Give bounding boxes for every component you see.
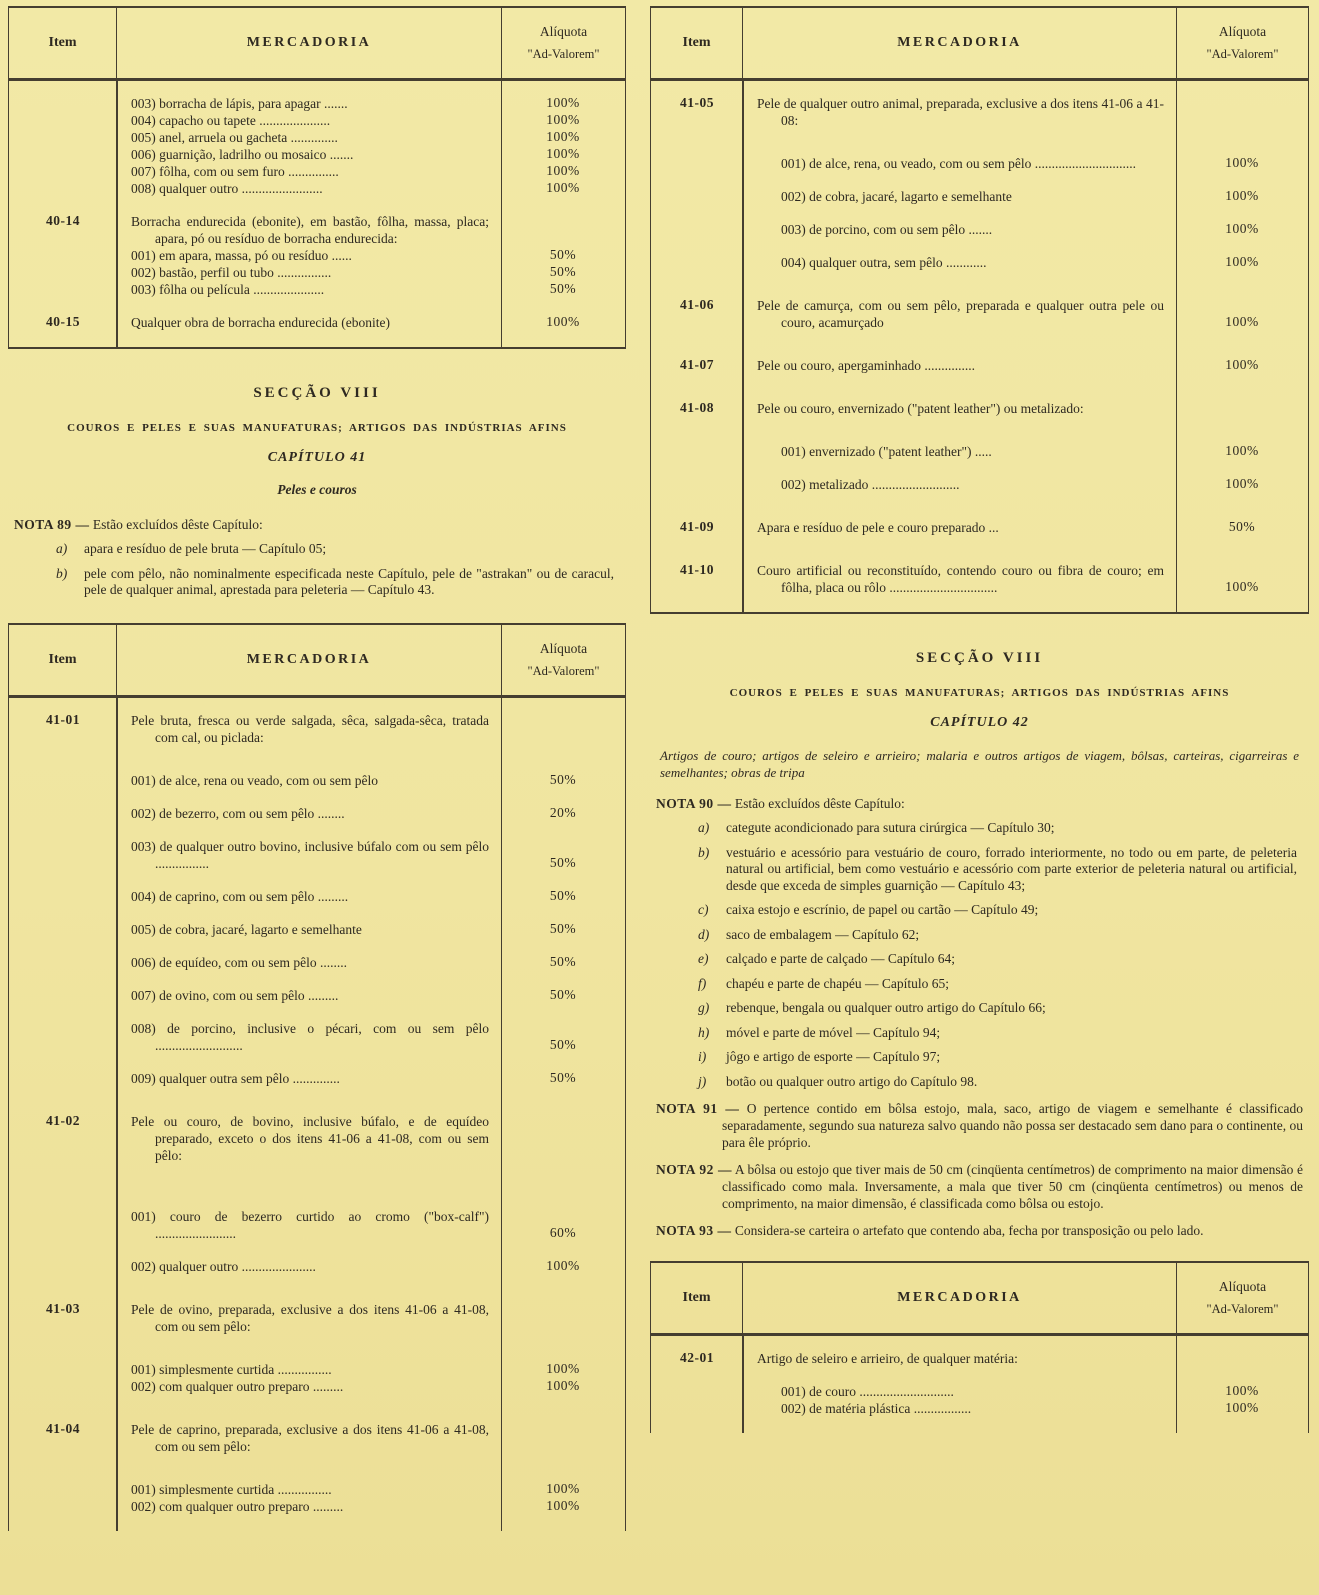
item-code — [9, 146, 117, 163]
merchandise-description: Pele ou couro, apergaminhado ............... — [757, 358, 975, 373]
table-row — [9, 954, 625, 971]
table-row — [9, 146, 625, 163]
item-code — [9, 805, 117, 822]
chapter-description: Artigos de couro; artigos de seleiro e arrieiro; malaria e outros artigos de viagem, bôlsas, carteiras, cigarreiras e semelhantes; obras de tripa — [660, 748, 1299, 780]
note-item — [698, 845, 1303, 895]
note-item — [698, 1025, 1303, 1042]
item-code — [651, 221, 743, 238]
item-code — [9, 247, 117, 264]
item-code: 41-02 — [46, 1112, 80, 1128]
aliquota-label: Alíquota — [1218, 24, 1267, 39]
item-code: 41-07 — [680, 357, 714, 372]
note-90-items — [698, 820, 1303, 1090]
table-row — [9, 805, 625, 822]
ad-valorem-rate: 100% — [1225, 1383, 1259, 1398]
ad-valorem-rate: 50% — [549, 953, 577, 969]
table-row — [9, 1498, 625, 1515]
note-91-text: O pertence contido em bôlsa estojo, mala, saco, artigo de viagem e semelhante é classificado separadamente, segundo sua natureza salvo quando não possa ser destacado sem dano para o continente, ou para êle próprio. — [722, 1101, 1304, 1150]
ad-valorem-rate: 100% — [546, 112, 580, 127]
merchandise-description: Pele ou couro, envernizado ("patent leather") ou metalizado: — [757, 401, 1084, 416]
item-code — [9, 772, 117, 789]
merchandise-description: Borracha endurecida (ebonite), em bastão, fôlha, massa, placa; apara, pó ou resíduo de borracha endurecida: — [131, 214, 489, 246]
ad-valorem-rate: 100% — [546, 163, 580, 178]
right-column — [650, 6, 1309, 1595]
table-row — [9, 112, 625, 129]
note-item — [56, 566, 620, 599]
ad-valorem-label: "Ad-Valorem" — [527, 47, 600, 61]
table-row — [651, 297, 1308, 331]
table-row — [9, 1361, 625, 1378]
merchandise-description: 003) borracha de lápis, para apagar ....... — [131, 96, 348, 111]
ad-valorem-rate: 100% — [1225, 155, 1259, 170]
item-code — [9, 1498, 117, 1515]
merchandise-description: 002) com qualquer outro preparo ......... — [131, 1378, 344, 1394]
merchandise-description: Artigo de seleiro e arrieiro, de qualquer matéria: — [757, 1351, 1018, 1366]
column-header-aliquota — [501, 8, 625, 78]
note-92-text: A bôlsa ou estojo que tiver mais de 50 cm (cinqüenta centímetros) de comprimento na maior dimensão é classificado como mala. Inversamente, a mala que tiver 50 cm (cinqüenta centímetros) ou menos de comprimento, na maior dimensão, é classificada como bôlsa ou estojo. — [722, 1162, 1304, 1211]
ad-valorem-rate: 100% — [1225, 314, 1259, 329]
ad-valorem-rate: 100% — [1225, 476, 1259, 491]
table-row — [651, 519, 1308, 536]
note-item-key: a) — [698, 820, 710, 835]
item-code — [9, 264, 117, 281]
table-row — [651, 221, 1308, 238]
item-code — [9, 1208, 117, 1242]
note-item — [698, 951, 1303, 968]
table-header — [9, 8, 625, 81]
note-91 — [656, 1100, 1303, 1151]
item-code: 41-06 — [680, 297, 714, 312]
ad-valorem-rate: 50% — [549, 887, 577, 903]
table-row — [651, 254, 1308, 271]
merchandise-description: 001) de alce, rena ou veado, com ou sem pêlo — [131, 772, 379, 788]
merchandise-description: 005) de cobra, jacaré, lagarto e semelhante — [131, 921, 362, 937]
note-item-text: pele com pêlo, não nominalmente especificada neste Capítulo, pele de "astrakan" ou de caracul, pele de qualquer animal, aprestada para peleteria — Capítulo 43. — [84, 565, 614, 597]
ad-valorem-rate — [1176, 95, 1308, 129]
item-code — [9, 921, 117, 938]
item-code — [9, 1258, 117, 1275]
section-title: SECÇÃO VIII — [915, 650, 1044, 666]
ad-valorem-rate: 100% — [1225, 254, 1259, 269]
note-90 — [656, 795, 1303, 812]
section-title: SECÇÃO VIII — [253, 385, 381, 401]
merchandise-description: Pele bruta, fresca ou verde salgada, sêca, salgada-sêca, tratada com cal, ou piclada: — [131, 712, 489, 745]
merchandise-description: Couro artificial ou reconstituído, contendo couro ou fibra de couro; em fôlha, placa ou rôlo ................................ — [757, 563, 1164, 595]
table-body — [651, 81, 1308, 612]
note-92-label: NOTA 92 — — [656, 1162, 732, 1177]
item-code — [9, 954, 117, 971]
ad-valorem-rate: 50% — [1228, 519, 1256, 534]
note-item — [698, 902, 1303, 919]
note-item — [698, 820, 1303, 837]
table-row — [9, 1421, 625, 1455]
table-row — [651, 1350, 1308, 1367]
merchandise-description: Pele de ovino, preparada, exclusive a dos itens 41-06 a 41-08, com ou sem pêlo: — [131, 1301, 489, 1334]
note-item-key: b) — [56, 565, 68, 581]
ad-valorem-rate: 100% — [1225, 188, 1259, 203]
table-row — [9, 247, 625, 264]
note-item-key: e) — [698, 951, 709, 966]
left-column — [8, 6, 626, 1595]
table-row — [9, 264, 625, 281]
merchandise-description: 001) em apara, massa, pó ou resíduo ...... — [131, 248, 352, 263]
table-chapter41-items — [8, 623, 626, 1531]
note-item-text: apara e resíduo de pele bruta — Capítulo 05; — [84, 541, 327, 556]
merchandise-description: 002) de bezerro, com ou sem pêlo ........ — [131, 805, 345, 821]
table-row — [9, 213, 625, 247]
note-item-text: vestuário e acessório para vestuário de couro, forrado interiormente, no todo ou em parte, de peleteria natural ou artificial, bem como vestuário e acessório com parte exterior de peleteria natural ou artificial, desde que exceda de simples guarnição — Capítulo 43; — [726, 844, 1297, 893]
item-code — [9, 129, 117, 146]
table-row — [9, 180, 625, 197]
table-row — [9, 1301, 625, 1335]
note-89-items — [56, 541, 620, 599]
table-chapter41-items-continued — [650, 6, 1309, 614]
table-row — [651, 1400, 1308, 1417]
note-item-text: jôgo e artigo de esporte — Capítulo 97; — [726, 1049, 941, 1064]
column-header-item: Item — [651, 8, 743, 78]
merchandise-description: 009) qualquer outra sem pêlo .............. — [131, 1070, 340, 1086]
item-code — [9, 838, 117, 872]
merchandise-description: 001) de couro ............................ — [781, 1384, 954, 1399]
ad-valorem-rate: 60% — [549, 1224, 577, 1240]
ad-valorem-rate — [501, 712, 625, 746]
ad-valorem-rate: 100% — [546, 314, 580, 329]
ad-valorem-rate: 50% — [549, 281, 577, 296]
table-row — [9, 888, 625, 905]
table-row — [651, 155, 1308, 172]
note-item — [698, 976, 1303, 993]
ad-valorem-rate: 100% — [1225, 579, 1259, 594]
merchandise-description: 004) qualquer outra, sem pêlo ............ — [781, 255, 987, 270]
merchandise-description: 003) de qualquer outro bovino, inclusive búfalo com ou sem pêlo ................ — [131, 838, 489, 871]
table-row — [651, 562, 1308, 596]
table-chapter42-items — [650, 1261, 1309, 1433]
chapter-title: CAPÍTULO 41 — [267, 450, 367, 465]
item-code: 41-08 — [680, 400, 714, 415]
note-item-key: d) — [698, 926, 710, 942]
item-code — [9, 180, 117, 197]
column-header-mercadoria: MERCADORIA — [246, 651, 372, 667]
merchandise-description: 002) com qualquer outro preparo ......... — [131, 1498, 344, 1514]
item-code — [651, 188, 743, 205]
item-code — [9, 888, 117, 905]
ad-valorem-rate: 100% — [546, 1497, 580, 1513]
note-item-text: saco de embalagem — Capítulo 62; — [726, 926, 920, 942]
note-item-key: a) — [56, 541, 68, 556]
item-code — [9, 1481, 117, 1498]
note-item-key: g) — [698, 1000, 710, 1015]
ad-valorem-rate: 50% — [549, 986, 577, 1002]
table-row — [9, 1481, 625, 1498]
chapter-title: CAPÍTULO 42 — [930, 715, 1029, 730]
ad-valorem-rate — [1176, 400, 1308, 417]
note-89-intro: Estão excluídos dêste Capítulo: — [92, 517, 263, 532]
merchandise-description: Pele de qualquer outro animal, preparada, exclusive a dos itens 41-06 a 41-08: — [757, 96, 1164, 128]
section-viii-chapter41 — [8, 349, 626, 623]
ad-valorem-rate: 100% — [546, 95, 580, 110]
merchandise-description: 001) couro de bezerro curtido ao cromo ("box-calf") ........................ — [131, 1208, 489, 1241]
merchandise-description: 002) de cobra, jacaré, lagarto e semelhante — [781, 189, 1012, 204]
table-row — [9, 1070, 625, 1087]
ad-valorem-rate: 100% — [1225, 357, 1259, 372]
ad-valorem-rate: 100% — [1225, 221, 1259, 236]
merchandise-description: 005) anel, arruela ou gacheta .............. — [131, 130, 338, 145]
note-item-text: categute acondicionado para sutura cirúrgica — Capítulo 30; — [726, 820, 1055, 835]
ad-valorem-rate: 50% — [549, 854, 577, 870]
merchandise-description: 001) envernizado ("patent leather") ..... — [781, 444, 992, 459]
table-body — [9, 698, 625, 1531]
merchandise-description: 001) de alce, rena, ou veado, com ou sem pêlo .............................. — [781, 156, 1137, 171]
item-code: 41-03 — [46, 1300, 80, 1316]
column-header-mercadoria: MERCADORIA — [897, 1290, 1022, 1305]
item-code — [9, 163, 117, 180]
note-item-key: h) — [698, 1024, 710, 1040]
section-subtitle: COUROS E PELES E SUAS MANUFATURAS; ARTIGOS DAS INDÚSTRIAS AFINS — [729, 687, 1230, 699]
item-code — [9, 987, 117, 1004]
merchandise-description: Pele de camurça, com ou sem pêlo, preparada e qualquer outra pele ou couro, acamurçado — [757, 298, 1164, 330]
note-item-text: botão ou qualquer outro artigo do Capítulo 98. — [726, 1073, 978, 1089]
aliquota-label: Alíquota — [1218, 1279, 1267, 1294]
ad-valorem-rate: 50% — [549, 771, 577, 787]
ad-valorem-rate: 100% — [1225, 1400, 1259, 1415]
merchandise-description: 007) de ovino, com ou sem pêlo ......... — [131, 987, 339, 1003]
table-row — [651, 188, 1308, 205]
merchandise-description: 007) fôlha, com ou sem furo ............... — [131, 164, 339, 179]
note-item — [56, 541, 620, 558]
ad-valorem-rate: 20% — [549, 804, 577, 820]
table-row — [9, 95, 625, 112]
merchandise-description: 001) simplesmente curtida ................ — [131, 1481, 332, 1497]
table-row — [9, 1258, 625, 1275]
merchandise-description: 008) de porcino, inclusive o pécari, com ou sem pêlo .......................... — [131, 1020, 489, 1053]
merchandise-description: 006) de equídeo, com ou sem pêlo ........ — [131, 954, 347, 970]
table-row — [9, 163, 625, 180]
table-row — [9, 1113, 625, 1164]
merchandise-description: Qualquer obra de borracha endurecida (ebonite) — [131, 315, 390, 330]
column-header-mercadoria: MERCADORIA — [897, 35, 1022, 50]
item-code — [651, 443, 743, 460]
column-header-aliquota — [1176, 1263, 1308, 1333]
ad-valorem-rate: 100% — [546, 1257, 580, 1273]
merchandise-description: 004) capacho ou tapete ..................... — [131, 113, 331, 128]
table-header — [651, 8, 1308, 81]
merchandise-description: 002) qualquer outro ...................... — [131, 1258, 316, 1274]
note-93-text: Considera-se carteira o artefato que contendo aba, fecha por transposição ou pelo lado. — [734, 1223, 1204, 1238]
table-row — [9, 1378, 625, 1395]
merchandise-description: 002) de matéria plástica ................. — [781, 1401, 972, 1416]
merchandise-description: 003) fôlha ou película ..................... — [131, 282, 325, 297]
ad-valorem-rate: 100% — [546, 180, 580, 195]
item-code — [9, 95, 117, 112]
table-row — [651, 476, 1308, 493]
item-code — [651, 1383, 743, 1400]
ad-valorem-rate: 100% — [546, 1360, 580, 1376]
note-item-key: b) — [698, 844, 710, 860]
ad-valorem-rate: 50% — [549, 264, 577, 279]
note-item-text: rebenque, bengala ou qualquer outro artigo do Capítulo 66; — [726, 1000, 1046, 1015]
merchandise-description: 004) de caprino, com ou sem pêlo ......... — [131, 888, 349, 904]
section-subtitle: COUROS E PELES E SUAS MANUFATURAS; ARTIGOS DAS INDÚSTRIAS AFINS — [67, 422, 567, 434]
item-code: 41-10 — [680, 562, 714, 577]
ad-valorem-rate — [501, 1421, 625, 1455]
table-row — [651, 95, 1308, 129]
table-row — [9, 281, 625, 298]
item-code: 41-04 — [46, 1420, 80, 1436]
table-row — [651, 443, 1308, 460]
section-viii-chapter42 — [650, 614, 1309, 1261]
table-row — [9, 921, 625, 938]
note-item-text: móvel e parte de móvel — Capítulo 94; — [726, 1024, 941, 1040]
item-code — [651, 1400, 743, 1417]
merchandise-description: 003) de porcino, com ou sem pêlo ....... — [781, 222, 993, 237]
table-row — [651, 1383, 1308, 1400]
chapter-subtitle: Peles e couros — [277, 482, 357, 497]
note-item-key: j) — [698, 1073, 707, 1089]
note-item-key: i) — [698, 1049, 707, 1064]
item-code — [9, 1070, 117, 1087]
note-item-key: c) — [698, 902, 709, 917]
item-code — [9, 1361, 117, 1378]
table-row — [9, 1020, 625, 1054]
ad-valorem-rate — [501, 213, 625, 247]
table-row — [9, 1208, 625, 1242]
note-89-label: NOTA 89 — — [14, 517, 90, 532]
column-header-item: Item — [9, 625, 117, 695]
item-code — [651, 476, 743, 493]
ad-valorem-rate: 100% — [1225, 443, 1259, 458]
item-code — [9, 112, 117, 129]
table-row — [9, 129, 625, 146]
table-chapter40-items — [8, 6, 626, 349]
column-header-mercadoria: MERCADORIA — [246, 35, 372, 50]
merchandise-description: 006) guarnição, ladrilho ou mosaico ....... — [131, 147, 354, 162]
column-header-item: Item — [651, 1263, 743, 1333]
merchandise-description: 002) metalizado .......................... — [781, 477, 960, 492]
merchandise-description: Apara e resíduo de pele e couro preparado ... — [757, 520, 999, 535]
note-item-text: caixa estojo e escrínio, de papel ou cartão — Capítulo 49; — [726, 902, 1039, 917]
item-code — [651, 254, 743, 271]
item-code: 41-09 — [680, 519, 714, 534]
note-90-intro: Estão excluídos dêste Capítulo: — [734, 796, 905, 811]
table-row — [9, 987, 625, 1004]
column-header-aliquota — [1176, 8, 1308, 78]
column-header-item: Item — [9, 8, 117, 78]
note-90-label: NOTA 90 — — [656, 796, 732, 811]
table-body — [9, 81, 625, 347]
merchandise-description: 008) qualquer outro ........................ — [131, 181, 323, 196]
item-code: 41-05 — [680, 95, 714, 110]
note-91-label: NOTA 91 — — [656, 1101, 740, 1116]
item-code: 41-01 — [46, 711, 80, 727]
ad-valorem-label: "Ad-Valorem" — [1206, 1302, 1279, 1316]
table-row — [651, 357, 1308, 374]
table-row — [9, 772, 625, 789]
note-item-key: f) — [698, 975, 707, 991]
table-body — [651, 1336, 1308, 1433]
item-code — [9, 1378, 117, 1395]
merchandise-description: Pele de caprino, preparada, exclusive a dos itens 41-06 a 41-08, com ou sem pêlo: — [131, 1421, 489, 1454]
table-header — [9, 625, 625, 698]
note-item — [698, 1000, 1303, 1017]
ad-valorem-rate: 50% — [549, 1036, 577, 1052]
table-row — [651, 400, 1308, 417]
merchandise-description: Pele ou couro, de bovino, inclusive búfalo, e de equídeo preparado, exceto o dos itens 41-06 a 41-08, com ou sem pêlo: — [131, 1113, 489, 1163]
ad-valorem-rate — [501, 1113, 625, 1164]
ad-valorem-rate: 50% — [549, 1069, 577, 1085]
ad-valorem-rate: 100% — [546, 1480, 580, 1496]
note-item — [698, 1074, 1303, 1091]
ad-valorem-label: "Ad-Valorem" — [1206, 47, 1279, 61]
item-code — [651, 155, 743, 172]
aliquota-label: Alíquota — [539, 24, 588, 39]
ad-valorem-rate: 100% — [546, 1377, 580, 1393]
table-row — [9, 712, 625, 746]
note-89 — [14, 516, 620, 533]
ad-valorem-rate: 100% — [546, 129, 580, 144]
table-row — [9, 838, 625, 872]
note-93 — [656, 1222, 1303, 1239]
ad-valorem-rate — [501, 1301, 625, 1335]
item-code — [9, 1020, 117, 1054]
note-93-label: NOTA 93 — — [656, 1223, 732, 1238]
column-header-aliquota — [501, 625, 625, 695]
ad-valorem-rate: 50% — [549, 920, 577, 936]
table-row — [9, 314, 625, 331]
note-item-text: calçado e parte de calçado — Capítulo 64; — [726, 951, 956, 966]
merchandise-description: 002) bastão, perfil ou tubo ................ — [131, 265, 332, 280]
item-code: 40-14 — [46, 213, 80, 228]
ad-valorem-rate — [1176, 1350, 1308, 1367]
ad-valorem-label: "Ad-Valorem" — [527, 663, 600, 678]
ad-valorem-rate: 50% — [549, 247, 577, 262]
ad-valorem-rate: 100% — [546, 146, 580, 161]
note-92 — [656, 1161, 1303, 1212]
table-header — [651, 1263, 1308, 1336]
note-item-text: chapéu e parte de chapéu — Capítulo 65; — [726, 975, 950, 991]
merchandise-description: 001) simplesmente curtida ................ — [131, 1361, 332, 1377]
item-code: 42-01 — [680, 1350, 714, 1365]
note-item — [698, 1049, 1303, 1066]
item-code — [9, 281, 117, 298]
note-item — [698, 927, 1303, 944]
item-code: 40-15 — [46, 314, 80, 329]
aliquota-label: Alíquota — [539, 640, 588, 656]
